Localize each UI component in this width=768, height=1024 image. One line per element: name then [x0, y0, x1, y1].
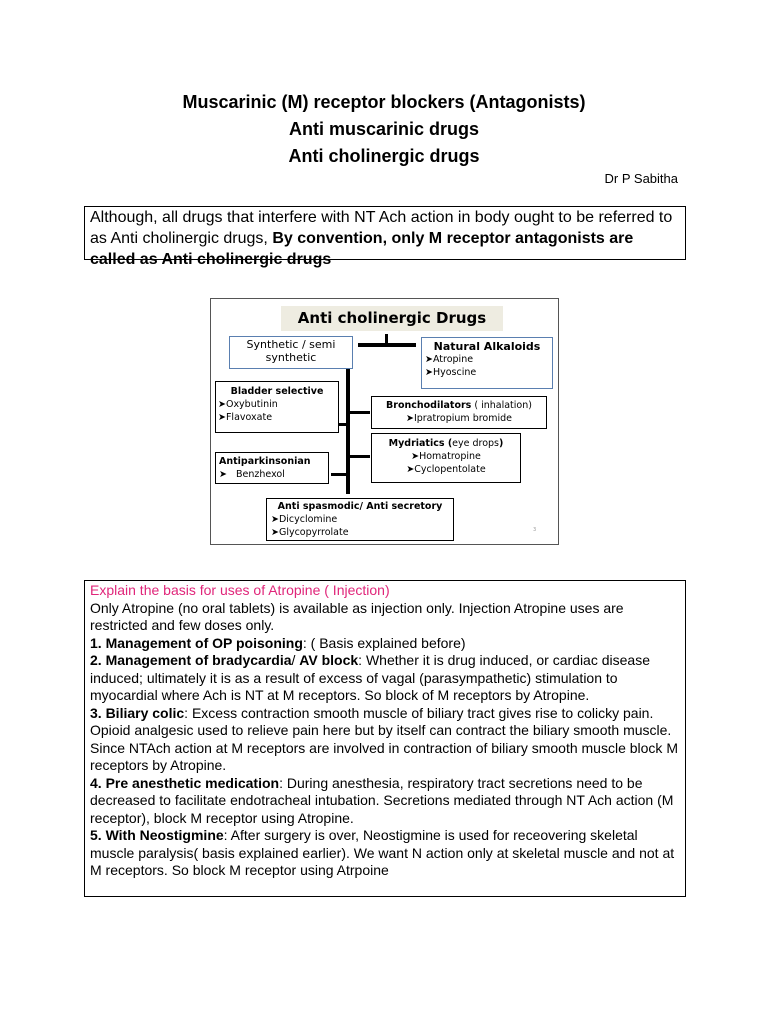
- box-antiparkinsonian: [215, 452, 329, 484]
- author: Dr P Sabitha: [604, 171, 678, 186]
- use-text: : After surgery is over, Neostigmine is used for receovering skeletal muscle paralysis( basis explained earlier). We want N action only at skeletal muscle and not at M receptors. So block M receptor using Atrpoine: [90, 827, 675, 878]
- diagram-title: Anti cholinergic Drugs: [281, 306, 503, 331]
- slide-number: 3: [533, 527, 537, 533]
- title-line-2: Anti muscarinic drugs: [288, 119, 480, 139]
- use-text: : During anesthesia, respiratory tract secretions need to be decreased to facilitate endotracheal intubation. Secretions mediated through NT Ach action (M receptor), block M receptor using Atropine.: [90, 774, 674, 826]
- list-item: ➤Glycopyrrolate: [271, 527, 349, 538]
- bladder-title: Bladder selective: [230, 386, 324, 397]
- use-label-2: AV block: [299, 652, 359, 668]
- use-item-1: [90, 635, 680, 653]
- antiparkinsonian-title: Antiparkinsonian: [219, 456, 311, 467]
- use-text: : Whether it is drug induced, or cardiac disease induced; ultimately it is as a result of excess of vagal (parasympathetic) stimulation to myocardial where Ach is NT at M receptors. So block of M receptors by Atropine.: [90, 652, 650, 703]
- box-antispasmodic: [266, 498, 454, 541]
- list-item: ➤Hyoscine: [425, 367, 477, 378]
- use-label: 5. With Neostigmine: [90, 827, 224, 843]
- use-item-3: [90, 705, 680, 775]
- mydriatics-end: ): [499, 438, 504, 449]
- use-item-2: [90, 652, 680, 705]
- mydriatics-sub: eye drops: [452, 438, 500, 449]
- natural-title: Natural Alkaloids: [433, 340, 541, 353]
- mydriatics-title: Mydriatics (: [388, 438, 453, 449]
- use-label: 2. Management of bradycardia: [90, 652, 292, 668]
- use-item-5: [90, 827, 680, 880]
- box-synthetic: Synthetic / semi synthetic: [229, 336, 353, 369]
- list-item: ➤Homatropine: [411, 451, 481, 462]
- title-line-3: Anti cholinergic drugs: [288, 146, 480, 166]
- antispasmodic-title: Anti spasmodic/ Anti secretory: [277, 501, 443, 512]
- atropine-uses-box: [84, 580, 686, 897]
- broncho-sub: ( inhalation): [471, 400, 532, 411]
- list-item: ➤Cyclopentolate: [406, 464, 486, 475]
- box-mydriatics: [371, 433, 521, 483]
- uses-intro: Only Atropine (no oral tablets) is available as injection only. Injection Atropine uses are restricted and few doses only.: [90, 599, 624, 633]
- broncho-title: Bronchodilators: [386, 400, 472, 411]
- branch-antiparkinsonian: [331, 473, 348, 476]
- branch-broncho: [348, 411, 370, 414]
- list-item: ➤Dicyclomine: [271, 514, 338, 525]
- connector-up: [385, 334, 388, 345]
- intro-box: [84, 206, 686, 268]
- list-item: ➤Oxybutinin: [218, 399, 278, 410]
- use-label: 3. Biliary colic: [90, 704, 185, 721]
- use-text: : Excess contraction smooth muscle of biliary tract gives rise to colicky pain. Opioid analgesic used to relieve pain here but by itself can contract the biliary smooth muscle. Since NTAch action at M receptors are involved in contraction of biliary smooth muscle block M receptors by Atropine.: [90, 704, 678, 773]
- list-item: ➤Ipratropium bromide: [405, 413, 513, 424]
- uses-heading: Explain the basis for uses of Atropine ( Injection): [90, 582, 390, 598]
- box-bladder-selective: [215, 381, 339, 433]
- intro-bold: By convention, only M receptor antagonists are called as Anti cholinergic drugs: [90, 230, 634, 268]
- branch-mydriatics: [348, 455, 370, 458]
- use-label: 4. Pre anesthetic medication: [90, 774, 280, 791]
- list-item: ➤ Benzhexol: [219, 469, 285, 480]
- box-natural-alkaloids: [421, 337, 553, 389]
- title-line-1: Muscarinic (M) receptor blockers (Antagonists): [182, 92, 586, 112]
- diagram-slide: [210, 298, 559, 545]
- box-bronchodilators: [371, 396, 547, 429]
- use-sep: /: [291, 652, 300, 668]
- use-text: : ( Basis explained before): [302, 634, 466, 651]
- use-item-4: [90, 775, 680, 828]
- intro-text: Although, all drugs that interfere with NT Ach action in body ought to be referred to as Anti cholinergic drugs,: [90, 209, 673, 247]
- list-item: ➤Flavoxate: [218, 412, 273, 423]
- list-item: ➤Atropine: [425, 354, 474, 365]
- use-label: 1. Management of OP poisoning: [90, 634, 303, 651]
